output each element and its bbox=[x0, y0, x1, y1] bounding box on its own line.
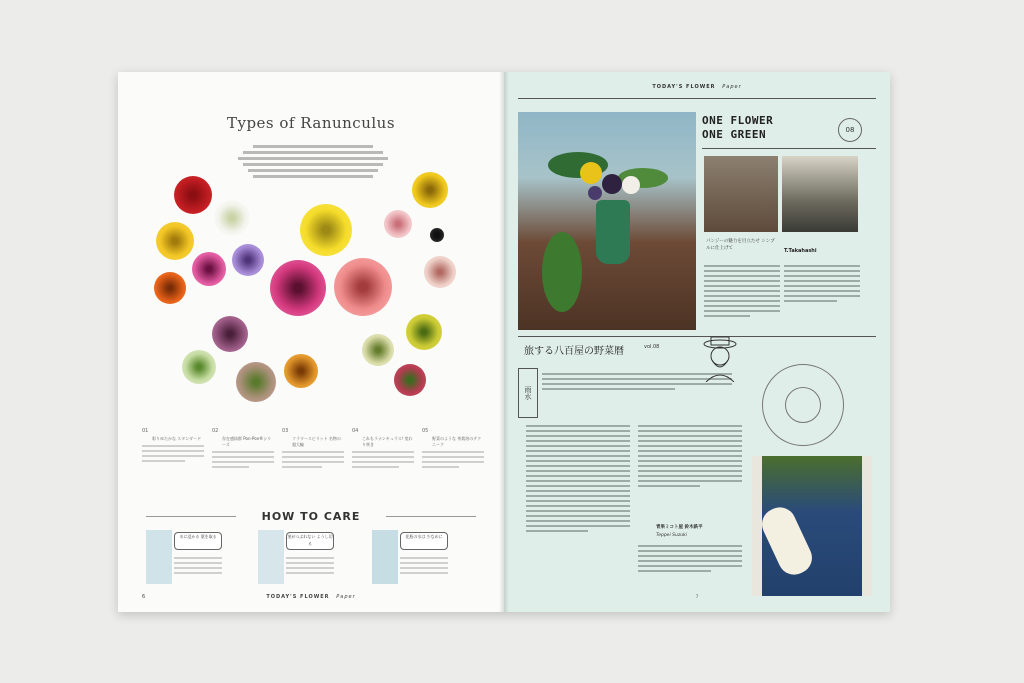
divider bbox=[702, 148, 876, 149]
footer-brand: TODAY'S FLOWER bbox=[266, 594, 330, 600]
staff-name: T.Takahashi bbox=[784, 248, 817, 254]
care-label: 茎がつぶれない ようし切る bbox=[286, 532, 334, 550]
series-vol: 08 bbox=[838, 118, 862, 142]
care-label: 花瓶の水は 少なめに bbox=[400, 532, 448, 550]
feature-title: 彩りゆたかな スタンダード bbox=[152, 436, 202, 441]
feature-number: 04 bbox=[352, 428, 359, 434]
divider bbox=[386, 516, 476, 517]
hands-arranging-photo bbox=[704, 156, 778, 232]
photo-caption: パンジーの魅力を目立たせ シンプルに仕上げて bbox=[706, 239, 775, 251]
flower-yellow-right bbox=[412, 172, 448, 208]
flower-pink bbox=[192, 252, 226, 286]
flower-orange bbox=[154, 272, 186, 304]
footer bbox=[118, 594, 504, 600]
series-title-line: ONE FLOWER bbox=[702, 114, 774, 127]
page-number: 7 bbox=[695, 594, 699, 599]
spine-fold bbox=[499, 72, 509, 612]
feature-title: 野菜のような 茶栽培のテクニーク bbox=[432, 436, 482, 447]
feature-item bbox=[212, 428, 274, 488]
feature-number: 03 bbox=[282, 428, 289, 434]
flower-orange-small bbox=[284, 354, 318, 388]
shop-info bbox=[784, 262, 860, 305]
flower-blush bbox=[424, 256, 456, 288]
care-step bbox=[372, 530, 450, 590]
page-title: Types of Ranunculus bbox=[226, 114, 396, 132]
care-label: 水に浸かる 葉を取る bbox=[174, 532, 222, 550]
header bbox=[504, 84, 890, 90]
column-body-2 bbox=[638, 422, 742, 490]
author-bio bbox=[638, 542, 742, 575]
series-title bbox=[702, 114, 773, 142]
flower-crimson-green bbox=[394, 364, 426, 396]
flower-arrangement-photo bbox=[518, 112, 696, 330]
flower-purple-mauve bbox=[212, 316, 248, 352]
feature-item bbox=[142, 428, 204, 488]
feature-title: 存在感抜群 Pon-Pon®シリーズ bbox=[222, 436, 272, 447]
magazine-spread bbox=[118, 72, 890, 612]
intro-text bbox=[238, 142, 388, 181]
flower-yellow-small bbox=[156, 222, 194, 260]
feature-number: 01 bbox=[142, 428, 149, 434]
header-brand: TODAY'S FLOWER bbox=[652, 84, 716, 90]
feature-item bbox=[422, 428, 484, 488]
feature-title: これもラナンキュラス! 変わり咲き bbox=[362, 436, 413, 447]
divider bbox=[518, 336, 876, 337]
flower-green-white bbox=[182, 350, 216, 384]
author-name-en: Teppei Suzuki bbox=[656, 533, 687, 538]
flower-green-pink bbox=[236, 362, 276, 402]
feature-title: フラワースピリット 名物の超大輪 bbox=[292, 436, 341, 447]
flower-pale-pink bbox=[384, 210, 412, 238]
flower-magenta-large bbox=[270, 260, 326, 316]
flower-salmon-large bbox=[334, 258, 392, 316]
care-photo bbox=[146, 530, 172, 584]
left-page bbox=[118, 72, 504, 612]
farmer-illustration bbox=[700, 334, 740, 382]
care-photo bbox=[372, 530, 398, 584]
flower-white bbox=[214, 200, 250, 236]
flower-lavender bbox=[232, 244, 264, 276]
column-body-1 bbox=[526, 422, 630, 535]
column-vol: vol.08 bbox=[644, 344, 660, 350]
season-label: 雨水 bbox=[518, 368, 538, 418]
footer-sub: Paper bbox=[336, 594, 356, 600]
header-rule bbox=[518, 98, 876, 99]
page-number: 6 bbox=[142, 594, 147, 600]
feature-number: 05 bbox=[422, 428, 429, 434]
how-to-care-heading: HOW TO CARE bbox=[261, 510, 361, 523]
vase bbox=[596, 200, 630, 264]
care-step bbox=[258, 530, 336, 590]
feature-number: 02 bbox=[212, 428, 219, 434]
feature-item bbox=[282, 428, 344, 488]
series-title-line: ONE GREEN bbox=[702, 128, 767, 141]
feature-list bbox=[142, 428, 482, 488]
wheel-center bbox=[785, 387, 821, 423]
flower-cream-green bbox=[362, 334, 394, 366]
feature-item bbox=[352, 428, 414, 488]
flower-yellow-large bbox=[300, 204, 352, 256]
vegetable-photo bbox=[752, 456, 872, 596]
flower-yellow-green bbox=[406, 314, 442, 350]
header-sub: Paper bbox=[722, 84, 742, 90]
column-title: 旅する八百屋の野菜暦 bbox=[524, 346, 624, 357]
flower-red bbox=[174, 176, 212, 214]
florist-portrait-photo bbox=[782, 156, 858, 232]
flower-dark-small bbox=[430, 228, 444, 242]
care-step bbox=[146, 530, 224, 590]
care-photo bbox=[258, 530, 284, 584]
article-body bbox=[704, 262, 780, 320]
right-page bbox=[504, 72, 890, 612]
season-calendar-wheel bbox=[762, 364, 844, 446]
author-name: 青果ミコト屋 鈴木鉄平 bbox=[656, 525, 703, 530]
